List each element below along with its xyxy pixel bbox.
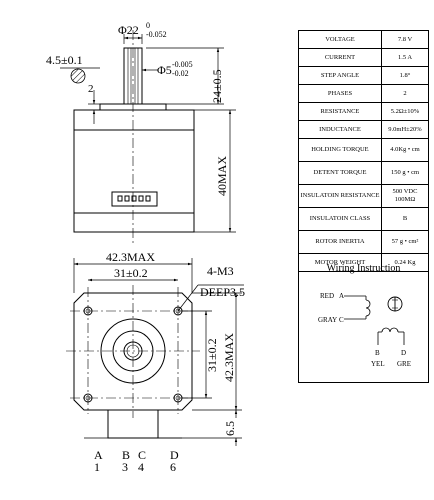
flat-section-symbol: [71, 69, 85, 83]
spec-value: 0.24 Kg: [381, 254, 428, 272]
spec-label: INSULATOIN CLASS: [299, 208, 381, 231]
width-max-label: 42.3MAX: [106, 250, 156, 264]
spec-label: ROTOR INERTIA: [299, 231, 381, 254]
wire-red-label: RED: [320, 292, 334, 300]
hole-spacing-vertical-label: 31±0.2: [205, 338, 219, 372]
pin-letter: A: [94, 448, 103, 462]
spec-label: INSULATOIN RESISTANCE: [299, 185, 381, 208]
mount-thread-label: 4-M3: [207, 264, 234, 278]
wire-c-label: C: [339, 316, 344, 324]
spec-label: HOLDING TORQUE: [299, 139, 381, 162]
table-row: [299, 231, 428, 254]
spec-label: VOLTAGE: [299, 31, 381, 49]
wiring-title: Wiring Instruction: [326, 263, 401, 274]
spec-label: PHASES: [299, 85, 381, 103]
shaft-small-tol-lower: -0.02: [172, 69, 189, 78]
wire-d-label: D: [401, 349, 407, 357]
pin-letter: C: [138, 448, 147, 462]
spec-value: 150 g • cm: [381, 162, 428, 185]
spec-value: 4.0Kg • cm: [381, 139, 428, 162]
table-row: [299, 67, 428, 85]
wire-a-label: A: [339, 292, 345, 300]
spec-label: MOTOR WEIGHT: [299, 254, 381, 272]
spec-value: 7.8 V: [381, 31, 428, 49]
spec-label: INDUCTANCE: [299, 121, 381, 139]
motor-body: [74, 110, 194, 232]
pin-letter: B: [122, 448, 131, 462]
connector-offset-label: 6.5: [223, 421, 237, 436]
pin-labels: [94, 448, 179, 474]
pin-letter: D: [170, 448, 179, 462]
table-row: [299, 185, 428, 208]
pin-number: 4: [138, 460, 144, 474]
shaft-length-label: 24±0.5: [210, 69, 224, 103]
spec-value: B: [381, 208, 428, 231]
shaft-diameter-label: Φ22: [118, 23, 139, 37]
spec-value: 1.8°: [381, 67, 428, 85]
wire-yel-label: YEL: [371, 360, 385, 368]
pin-number: 3: [122, 460, 128, 474]
shaft-small-label: Φ5: [157, 63, 172, 77]
spec-panel: [298, 30, 429, 383]
table-row: [299, 139, 428, 162]
spec-value: 2: [381, 85, 428, 103]
spec-label: STEP ANGLE: [299, 67, 381, 85]
spec-value: 9.0mH±20%: [381, 121, 428, 139]
spec-value: 1.5 A: [381, 49, 428, 67]
shaft-diameter-tol-upper: 0: [146, 21, 150, 30]
wire-b-label: B: [375, 349, 380, 357]
hole-spacing-label: 31±0.2: [114, 266, 148, 280]
body-length-label: 40MAX: [215, 155, 229, 196]
pin-number: 1: [94, 460, 100, 474]
spec-value: 5.2Ω±10%: [381, 103, 428, 121]
spec-value: 500 VDC 100MΩ: [381, 185, 428, 208]
flat-width-label: 4.5±0.1: [46, 53, 83, 67]
shaft-diameter-tol-lower: -0.052: [146, 30, 167, 39]
spec-value: 57 g • cm²: [381, 231, 428, 254]
height-max-label: 42.3MAX: [222, 332, 236, 382]
table-row: [299, 162, 428, 185]
table-row: [299, 49, 428, 67]
spec-label: DETENT TORQUE: [299, 162, 381, 185]
shaft-small-tol-upper: -0.005: [172, 60, 193, 69]
wire-gre-label: GRE: [397, 360, 411, 368]
spec-table: [299, 31, 428, 272]
table-row: [299, 208, 428, 231]
spec-label: RESISTANCE: [299, 103, 381, 121]
boss-height-label: 2: [88, 83, 94, 95]
mount-depth-label: DEEP3.5: [200, 285, 245, 299]
spec-label: CURRENT: [299, 49, 381, 67]
pin-number: 6: [170, 460, 176, 474]
wire-gray-label: GRAY: [318, 316, 338, 324]
table-row: [299, 121, 428, 139]
table-row: [299, 85, 428, 103]
table-row: [299, 31, 428, 49]
table-row: [299, 103, 428, 121]
